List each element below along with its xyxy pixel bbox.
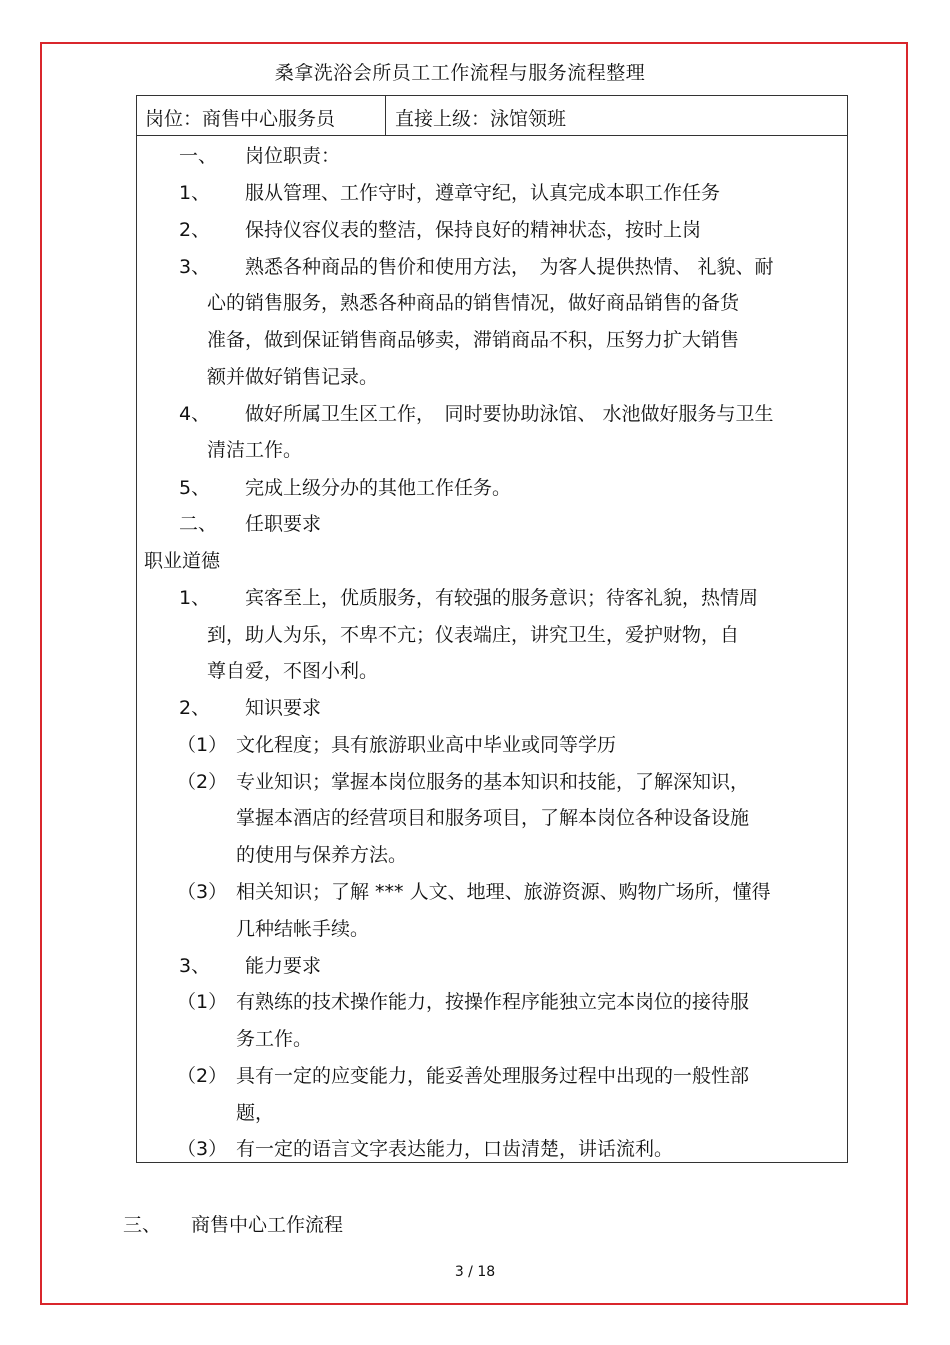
knowledge-label: 知识要求 [245,697,322,719]
ability-line: 题， [236,1102,275,1124]
duty-item [179,255,210,279]
duty-number: 2、 [179,219,211,241]
duty-item [179,402,210,426]
section-3-label: 商售中心工作流程 [191,1214,344,1236]
position-cell: 岗位：商售中心服务员 [145,108,336,130]
duty-number: 3、 [179,256,211,278]
ability-line: 具有一定的应变能力，能妥善处理服务过程中出现的一般性部 [236,1065,750,1087]
duty-item [179,476,210,500]
header-divider [385,96,386,136]
knowledge-line: 几种结帐手续。 [236,918,370,940]
document-title: 桑拿洗浴会所员工工作流程与服务流程整理 [274,62,646,84]
ability-item-number: （3） [177,1138,228,1160]
ability-heading [179,954,322,978]
duty-line: 保持仪容仪表的整洁，保持良好的精神状态，按时上岗 [245,219,702,241]
section-1-heading [179,144,341,168]
ethics-line: 到，助人为乐，不卑不亢；仪表端庄，讲究卫生，爱护财物，自 [207,624,740,646]
duty-item [179,218,210,242]
knowledge-item-number: （3） [177,881,228,903]
knowledge-item-number: （2） [177,771,228,793]
ability-item-number: （1） [177,991,228,1013]
section-2-heading [179,512,322,536]
duty-line: 清洁工作。 [207,439,303,461]
knowledge-line: 专业知识；掌握本岗位服务的基本知识和技能，了解深知识， [236,771,750,793]
knowledge-line: 相关知识；了解 *** 人文、地理、旅游资源、购物广场所，懂得 [236,881,771,903]
page-number: 3 / 18 [454,1264,496,1280]
duty-line: 熟悉各种商品的售价和使用方法， 为客人提供热情、 礼貌、耐 [245,256,774,278]
ethics-line: 宾客至上，优质服务，有较强的服务意识；待客礼貌，热情周 [245,587,759,609]
section-2-number: 二、 [179,513,218,535]
duty-number: 1、 [179,182,211,204]
knowledge-heading [179,696,322,720]
table-header-row [137,96,847,136]
duty-number: 4、 [179,403,211,425]
ethics-heading: 职业道德 [144,550,221,572]
duty-line: 做好所属卫生区工作， 同时要协助泳馆、 水池做好服务与卫生 [245,403,774,425]
duty-item [179,181,210,205]
duty-line: 心的销售服务，熟悉各种商品的销售情况，做好商品销售的备货 [207,292,740,314]
ability-line: 务工作。 [236,1028,313,1050]
ability-label: 能力要求 [245,955,322,977]
knowledge-line: 掌握本酒店的经营项目和服务项目，了解本岗位各种设备设施 [236,807,750,829]
section-3-number: 三、 [123,1214,162,1236]
duty-number: 5、 [179,477,211,499]
duty-line: 完成上级分办的其他工作任务。 [245,477,512,499]
ability-line: 有一定的语言文字表达能力，口齿清楚，讲话流利。 [236,1138,674,1160]
ethics-number: 1、 [179,587,211,609]
knowledge-item-number: （1） [177,734,228,756]
knowledge-line: 的使用与保养方法。 [236,844,408,866]
knowledge-line: 文化程度；具有旅游职业高中毕业或同等学历 [236,734,617,756]
ethics-line: 尊自爱，不图小利。 [207,660,379,682]
ability-number: 3、 [179,955,211,977]
ethics-item [179,586,210,610]
supervisor-cell: 直接上级：泳馆领班 [395,108,567,130]
job-table [136,95,848,1163]
section-1-label: 岗位职责： [245,145,341,167]
section-2-label: 任职要求 [245,513,322,535]
duty-line: 额并做好销售记录。 [207,366,379,388]
knowledge-number: 2、 [179,697,211,719]
duty-line: 准备，做到保证销售商品够卖，滞销商品不积，压努力扩大销售 [207,329,740,351]
duty-line: 服从管理、工作守时，遵章守纪，认真完成本职工作任务 [245,182,721,204]
section-3-heading [123,1210,344,1237]
ability-line: 有熟练的技术操作能力，按操作程序能独立完本岗位的接待服 [236,991,750,1013]
ability-item-number: （2） [177,1065,228,1087]
section-1-number: 一、 [179,145,218,167]
